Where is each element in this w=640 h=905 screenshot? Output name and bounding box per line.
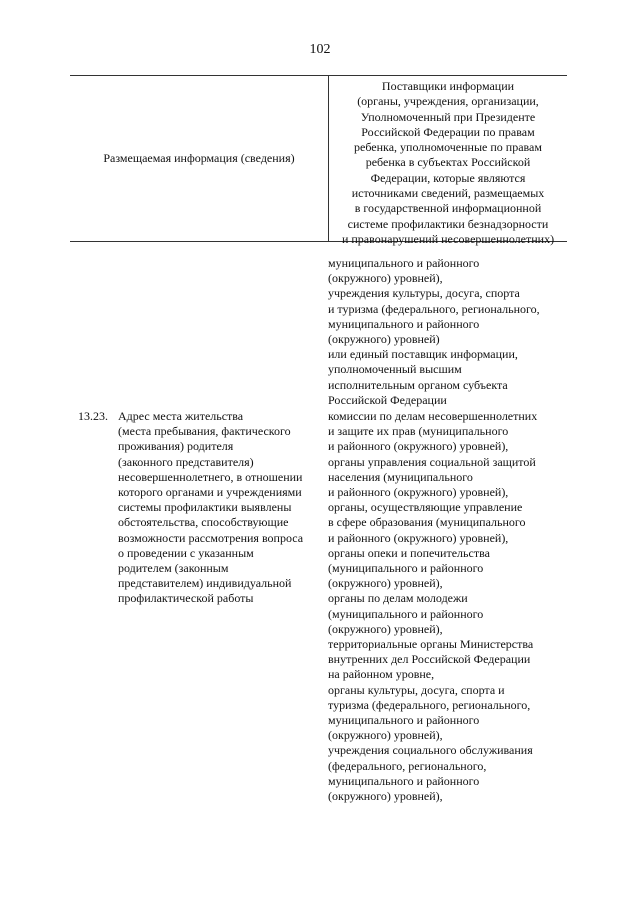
row-providers-line: (муниципального и районного	[328, 561, 484, 576]
row-providers-line: органы культуры, досуга, спорта и	[328, 682, 505, 697]
row-description-line: Адрес места жительства	[118, 409, 244, 423]
row-description-line: проживания) родителя	[118, 439, 234, 454]
row-description-cell	[118, 409, 323, 607]
header-providers-line: Федерации, которые являются	[370, 170, 526, 185]
header-providers-line: и правонарушений несовершеннолетних)	[341, 231, 555, 246]
row-description-line: (места пребывания, фактического	[118, 424, 291, 439]
row-description-line: обстоятельства, способствующие	[118, 515, 289, 530]
row-providers-line: и районного (окружного) уровней),	[328, 530, 509, 545]
row-providers-line: (окружного) уровней),	[328, 728, 443, 743]
row-providers-line: учреждения социального обслуживания	[328, 743, 533, 758]
table-header	[70, 75, 567, 246]
continued-providers-line: или единый поставщик информации,	[328, 347, 518, 362]
header-providers-line: Поставщики информации	[381, 79, 515, 93]
row-providers-line: на районном уровне,	[328, 667, 435, 682]
row-description-line: (законного представителя)	[118, 454, 254, 469]
row-providers-line: комиссии по делам несовершеннолетних	[328, 409, 538, 423]
row-providers-line: и районного (окружного) уровней),	[328, 485, 509, 500]
row-description-line: профилактической работы	[118, 591, 254, 606]
row-providers-line: и районного (окружного) уровней),	[328, 439, 509, 454]
continued-providers-line: учреждения культуры, досуга, спорта	[328, 286, 520, 301]
header-providers-line: (органы, учреждения, организации,	[357, 94, 539, 109]
row-number: 13.23.	[78, 409, 108, 423]
row-description-line: несовершеннолетнего, в отношении	[118, 469, 303, 484]
row-providers-line: (окружного) уровней),	[328, 789, 443, 804]
row-providers-line: (окружного) уровней),	[328, 621, 443, 636]
row-providers-line: туризма (федерального, регионального,	[328, 697, 531, 712]
header-info-column	[70, 76, 328, 241]
row-providers-line: органы по делам молодежи	[328, 591, 468, 606]
row-providers-line: (муниципального и районного	[328, 606, 484, 621]
row-providers-line: муниципального и районного	[328, 713, 480, 728]
row-providers-line: органы, осуществляющие управление	[328, 500, 523, 515]
row-providers-cell	[328, 409, 568, 804]
continued-providers-line: Российской Федерации	[328, 392, 447, 407]
row-providers-line: органы управления социальной защитой	[328, 454, 536, 469]
row-providers-line: в сфере образования (муниципального	[328, 515, 526, 530]
row-providers-line: муниципального и районного	[328, 773, 480, 788]
header-providers-line: источниками сведений, размещаемых	[351, 186, 545, 201]
header-providers-line: Российской Федерации по правам	[361, 124, 535, 139]
row-description-line: родителем (законным	[118, 561, 229, 576]
row-description-line: возможности рассмотрения вопроса	[118, 530, 304, 545]
header-providers-line: системе профилактики безнадзорности	[347, 216, 549, 231]
page-number: 102	[309, 42, 331, 57]
continued-providers-cell	[328, 256, 568, 408]
header-providers-column	[329, 79, 567, 247]
row-description-line: представителем) индивидуальной	[118, 576, 292, 591]
continued-providers-line: и туризма (федерального, регионального,	[328, 301, 540, 316]
row-description-line: которого органами и учреждениями	[118, 485, 302, 500]
continued-providers-line: муниципального и районного	[328, 256, 480, 270]
row-providers-line: органы опеки и попечительства	[328, 545, 490, 560]
row-providers-line: (окружного) уровней),	[328, 576, 443, 591]
continued-providers-line: уполномоченный высшим	[328, 362, 462, 377]
row-description-line: о проведении с указанным	[118, 545, 254, 560]
row-providers-line: внутренних дел Российской Федерации	[328, 652, 531, 667]
continued-providers-line: исполнительным органом субъекта	[328, 377, 508, 392]
row-providers-line: и защите их прав (муниципального	[328, 424, 509, 439]
row-providers-line: населения (муниципального	[328, 469, 473, 484]
continued-providers-line: муниципального и районного	[328, 316, 480, 331]
continued-providers-line: (окружного) уровней),	[328, 271, 443, 286]
row-providers-line: территориальные органы Министерства	[328, 637, 534, 652]
header-providers-line: ребенка в субъектах Российской	[365, 155, 531, 170]
row-description-line: системы профилактики выявлены	[118, 500, 292, 515]
header-providers-line: Уполномоченный при Президенте	[360, 109, 536, 124]
continued-providers-line: (окружного) уровней)	[328, 332, 440, 347]
header-providers-line: в государственной информационной	[354, 201, 542, 216]
row-providers-line: (федерального, регионального,	[328, 758, 487, 773]
header-providers-line: ребенка, уполномоченные по правам	[354, 140, 542, 155]
header-info-label: Размещаемая информация (сведения)	[103, 151, 295, 165]
